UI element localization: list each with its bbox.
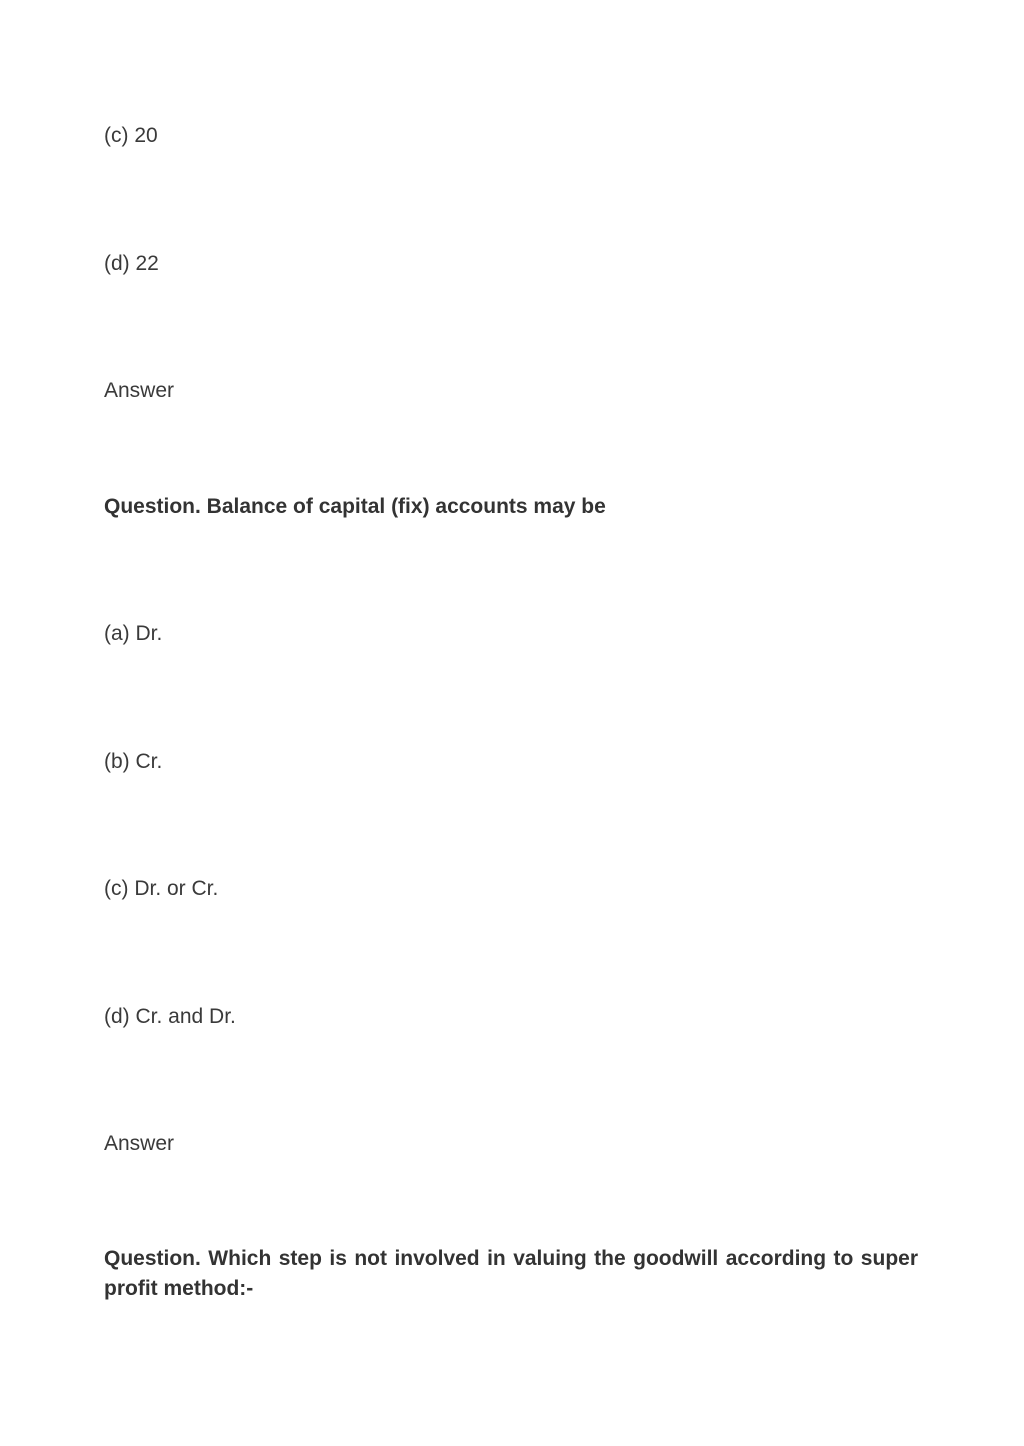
option-b: (b) Cr.	[104, 750, 163, 773]
option-c: (c) 20	[104, 124, 158, 147]
option-c: (c) Dr. or Cr.	[104, 877, 219, 900]
answer-label[interactable]: Answer	[104, 379, 175, 402]
option-d: (d) Cr. and Dr.	[104, 1005, 236, 1028]
option-a: (a) Dr.	[104, 622, 163, 645]
question-heading: Question. Balance of capital (fix) accounts may be	[104, 495, 606, 518]
answer-label[interactable]: Answer	[104, 1132, 175, 1155]
question-heading: Question. Which step is not involved in valuing the goodwill according to super profit method:-	[104, 1247, 918, 1300]
option-d: (d) 22	[104, 252, 159, 275]
